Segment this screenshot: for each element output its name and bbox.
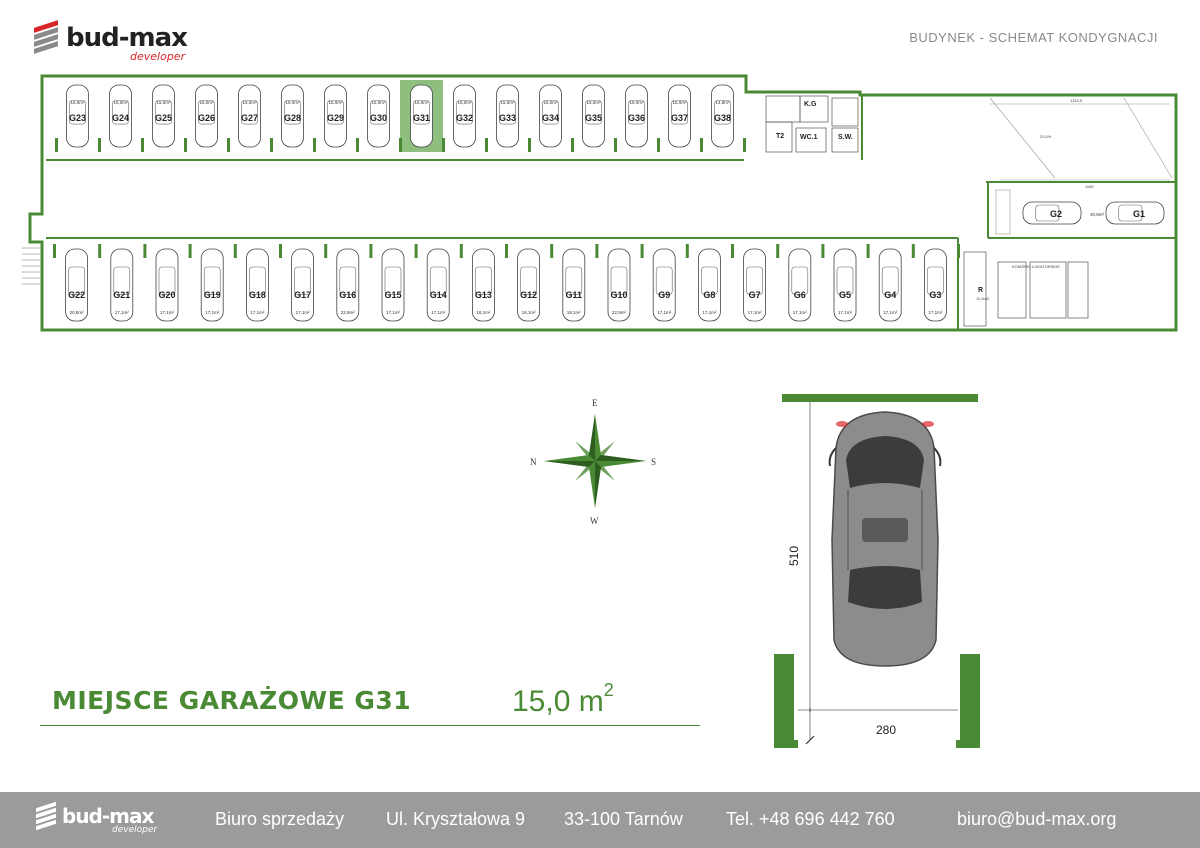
parking-spot-g1[interactable] xyxy=(1106,202,1164,224)
spot-divider xyxy=(700,138,703,152)
compass-rose-icon xyxy=(530,396,660,526)
footer-city: 33-100 Tarnów xyxy=(564,809,683,829)
spot-divider xyxy=(912,244,915,258)
parking-spot-g18[interactable] xyxy=(234,244,269,321)
spot-label: G10 xyxy=(610,290,628,300)
spot-divider xyxy=(55,138,58,152)
compass-west: W xyxy=(590,516,599,526)
spot-divider xyxy=(53,244,56,258)
spot-label: G11 xyxy=(565,290,583,300)
spot-area: 17,1m² xyxy=(295,310,310,315)
spot-divider xyxy=(776,244,779,258)
spot-area: 15,0m² xyxy=(672,100,687,105)
spot-area: 15,0m² xyxy=(242,100,257,105)
parking-spot-g7[interactable] xyxy=(731,244,766,321)
spot-area: 17,1m² xyxy=(431,310,446,315)
spot-divider xyxy=(141,138,144,152)
spot-title: MIEJSCE GARAŻOWE G31 xyxy=(52,686,412,715)
spot-area: 22,9m² xyxy=(611,310,627,315)
ramp-slope: 20,0% xyxy=(1040,134,1052,139)
spot-divider xyxy=(614,138,617,152)
spot-divider xyxy=(641,244,644,258)
spot-area: 15,0m² xyxy=(113,100,128,105)
spot-divider xyxy=(657,138,660,152)
big-spot-dimension: 1180 xyxy=(1085,184,1094,189)
parking-spot-g27[interactable] xyxy=(227,85,261,152)
stairs-icon xyxy=(22,248,40,284)
spot-area: 22,9m² xyxy=(340,310,355,315)
spot-divider xyxy=(550,244,553,258)
spot-left-wall xyxy=(774,654,794,748)
spot-label: G21 xyxy=(113,290,131,300)
parking-spot-g30[interactable] xyxy=(356,85,390,152)
spot-divider xyxy=(324,244,327,258)
car-icon xyxy=(830,412,941,666)
spot-area: 18,1m² xyxy=(476,310,491,315)
compass-east: E xyxy=(592,398,598,408)
spot-divider xyxy=(98,244,101,258)
spot-label: G31 xyxy=(412,113,431,123)
footer-logo-icon xyxy=(36,805,56,831)
parking-spot-g35[interactable] xyxy=(571,85,605,152)
parking-spot-g36[interactable] xyxy=(614,85,648,152)
parking-spot-g5[interactable] xyxy=(821,244,856,321)
spot-area: 15,0m² xyxy=(543,100,558,105)
spot-divider xyxy=(234,244,237,258)
spot-right-wall xyxy=(960,654,980,748)
compass-north: N xyxy=(530,457,537,467)
spot-area: 17,1m² xyxy=(747,310,762,315)
spot-area: 15,0m² xyxy=(70,100,85,105)
footer-brand: bud-max xyxy=(62,804,154,828)
spot-divider xyxy=(442,138,445,152)
parking-spot-g17[interactable] xyxy=(279,244,314,321)
spot-divider xyxy=(485,138,488,152)
footer xyxy=(0,792,1200,848)
spot-divider xyxy=(821,244,824,258)
spot-detail xyxy=(770,390,986,760)
spot-label: G5 xyxy=(838,290,852,300)
spot-area: 17,1m² xyxy=(205,310,220,315)
room-wc: WC.1 xyxy=(800,134,818,141)
parking-spot-g11[interactable] xyxy=(550,244,585,321)
spot-label: G17 xyxy=(294,290,312,300)
brand-name: bud-max xyxy=(66,23,187,53)
spot-area: 17,1m² xyxy=(837,310,853,315)
spot-label: G2 xyxy=(1049,209,1063,219)
spot-divider xyxy=(528,138,531,152)
room-r-area: 11,9m2 xyxy=(976,296,990,301)
parking-spot-g29[interactable] xyxy=(313,85,347,152)
parking-spot-g10[interactable] xyxy=(595,244,630,321)
spot-label: G28 xyxy=(283,113,302,123)
spot-divider xyxy=(369,244,372,258)
spot-label: G38 xyxy=(713,113,732,123)
page-title: BUDYNEK - SCHEMAT KONDYGNACJI xyxy=(909,30,1158,45)
spot-label: G6 xyxy=(793,290,806,300)
spot-label: G12 xyxy=(520,290,538,300)
parking-spot-g20[interactable] xyxy=(143,244,178,321)
spot-label: G22 xyxy=(68,290,86,300)
footer-office: Biuro sprzedaży xyxy=(215,809,345,829)
spot-divider xyxy=(686,244,689,258)
footer-street: Ul. Kryształowa 9 xyxy=(386,809,526,829)
top-row-spots xyxy=(55,80,746,152)
spot-area: 17,1m² xyxy=(385,310,401,315)
room-sw: S.W. xyxy=(838,134,853,141)
parking-spot-g13[interactable] xyxy=(460,244,495,321)
spot-label: G15 xyxy=(384,290,402,300)
spot-label: G27 xyxy=(240,113,259,123)
spot-size-value: 15,0 m xyxy=(512,685,604,718)
spot-area: 15,0m² xyxy=(328,100,343,105)
spot-label: G25 xyxy=(154,113,173,123)
spot-label: G33 xyxy=(498,113,517,123)
spot-divider xyxy=(356,138,359,152)
parking-spot-g16[interactable] xyxy=(324,244,359,321)
spot-area: 15,0m² xyxy=(586,100,601,105)
spot-area: 18,1m² xyxy=(521,310,536,315)
spot-area: 17,1m² xyxy=(928,310,943,315)
spot-label: G16 xyxy=(339,290,357,300)
spot-area: 15,0m² xyxy=(199,100,214,105)
parking-spot-g31[interactable] xyxy=(399,80,443,152)
parking-spot-g12[interactable] xyxy=(505,244,540,321)
spot-divider xyxy=(505,244,508,258)
spot-label: G26 xyxy=(197,113,216,123)
bottom-row-spots xyxy=(53,244,960,321)
footer-phone[interactable]: Tel. +48 696 442 760 xyxy=(726,809,895,829)
parking-spot-g33[interactable] xyxy=(485,85,519,152)
parking-spot-g15[interactable] xyxy=(369,244,404,321)
spot-area: 17,1m² xyxy=(159,310,175,315)
spot-label: G29 xyxy=(326,113,345,123)
spot-area: 17,1m² xyxy=(657,310,672,315)
spot-divider xyxy=(270,138,273,152)
spot-label: G34 xyxy=(541,113,560,123)
spot-area: 17,1m² xyxy=(883,310,898,315)
spot-divider xyxy=(595,244,598,258)
spot-label: G3 xyxy=(929,290,942,300)
spot-divider xyxy=(731,244,734,258)
parking-spot-g38[interactable] xyxy=(700,85,734,152)
spot-label: G4 xyxy=(884,290,897,300)
spot-divider xyxy=(313,138,316,152)
spot-area: 15,0m² xyxy=(414,100,429,105)
compass-south: S xyxy=(651,457,657,467)
large-spots-area: 40,8m² xyxy=(1090,212,1105,217)
spot-area: 15,0m² xyxy=(156,100,171,105)
spot-divider xyxy=(143,244,146,258)
spot-divider xyxy=(189,244,192,258)
spot-label: G7 xyxy=(748,290,761,300)
room-t2: T2 xyxy=(776,133,785,140)
spot-area: 17,1m² xyxy=(792,310,807,315)
spot-area: 15,0m² xyxy=(629,100,644,105)
spot-divider xyxy=(415,244,418,258)
parking-spot-g28[interactable] xyxy=(270,85,304,152)
ramp-dimension: 1310,5 xyxy=(1070,98,1083,103)
title-underline xyxy=(40,725,700,726)
spot-label: G37 xyxy=(670,113,689,123)
parking-spot-g25[interactable] xyxy=(141,85,175,152)
spot-area: 15,0m² xyxy=(285,100,300,105)
parking-spot-g37[interactable] xyxy=(657,85,691,152)
brand-sub: developer xyxy=(130,50,186,63)
footer-email[interactable]: biuro@bud-max.org xyxy=(957,809,1117,829)
room-kg: K.G xyxy=(804,101,817,108)
spot-divider xyxy=(279,244,282,258)
spot-area: 20,8m² xyxy=(69,310,84,315)
spot-divider xyxy=(867,244,870,258)
parking-spot-g3[interactable] xyxy=(912,244,947,321)
spot-label: G36 xyxy=(627,113,646,123)
spot-label: G20 xyxy=(158,290,176,300)
spot-divider xyxy=(227,138,230,152)
spot-label: G1 xyxy=(1132,209,1146,219)
spot-label: G18 xyxy=(248,290,266,300)
parking-spot-g9[interactable] xyxy=(641,244,676,321)
spot-size xyxy=(512,680,614,719)
spot-length-dimension: 510 xyxy=(787,545,801,566)
parking-spot-g2[interactable] xyxy=(1023,202,1081,224)
spot-area: 17,1m² xyxy=(702,310,717,315)
spot-area: 17,1m² xyxy=(114,310,129,315)
storage-label: KOMÓRKI LOKATORSKIE xyxy=(1012,264,1060,269)
parking-spot-g19[interactable] xyxy=(189,244,224,321)
spot-label: G30 xyxy=(369,113,388,123)
parking-spot-g14[interactable] xyxy=(415,244,450,321)
spot-label: G14 xyxy=(429,290,447,300)
parking-spot-g6[interactable] xyxy=(776,244,811,321)
spot-back-wall xyxy=(782,394,978,402)
spot-area: 15,0m² xyxy=(371,100,386,105)
spot-label: G9 xyxy=(658,290,671,300)
spot-width-dimension: 280 xyxy=(876,723,897,737)
spot-divider xyxy=(184,138,187,152)
spot-area: 14,8m² xyxy=(715,100,730,105)
parking-spot-g34[interactable] xyxy=(528,85,562,152)
parking-spot-g23[interactable] xyxy=(55,85,89,152)
spot-label: G19 xyxy=(203,290,221,300)
parking-spot-g8[interactable] xyxy=(686,244,721,321)
room-r: R xyxy=(978,287,984,294)
spot-divider xyxy=(399,138,402,152)
spot-label: G13 xyxy=(474,290,492,300)
spot-area: 17,1m² xyxy=(250,310,265,315)
spot-size-unit: 2 xyxy=(603,680,614,700)
parking-spot-g22[interactable] xyxy=(53,244,88,321)
footer-brand-sub: developer xyxy=(112,825,158,835)
parking-spot-g24[interactable] xyxy=(98,85,132,152)
spot-divider xyxy=(460,244,463,258)
parking-spot-g4[interactable] xyxy=(867,244,902,321)
spot-area: 18,1m² xyxy=(566,310,581,315)
spot-label: G35 xyxy=(584,113,603,123)
parking-spot-g32[interactable] xyxy=(442,85,476,152)
spot-label: G8 xyxy=(703,290,716,300)
spot-label: G23 xyxy=(68,113,87,123)
spot-divider xyxy=(571,138,574,152)
spot-divider xyxy=(98,138,101,152)
spot-label: G32 xyxy=(455,113,474,123)
spot-area: 15,0m² xyxy=(500,100,515,105)
spot-area: 15,0m² xyxy=(457,100,472,105)
floor-plan xyxy=(0,0,1200,340)
parking-spot-g26[interactable] xyxy=(184,85,218,152)
parking-spot-g21[interactable] xyxy=(98,244,133,321)
spot-label: G24 xyxy=(111,113,130,123)
